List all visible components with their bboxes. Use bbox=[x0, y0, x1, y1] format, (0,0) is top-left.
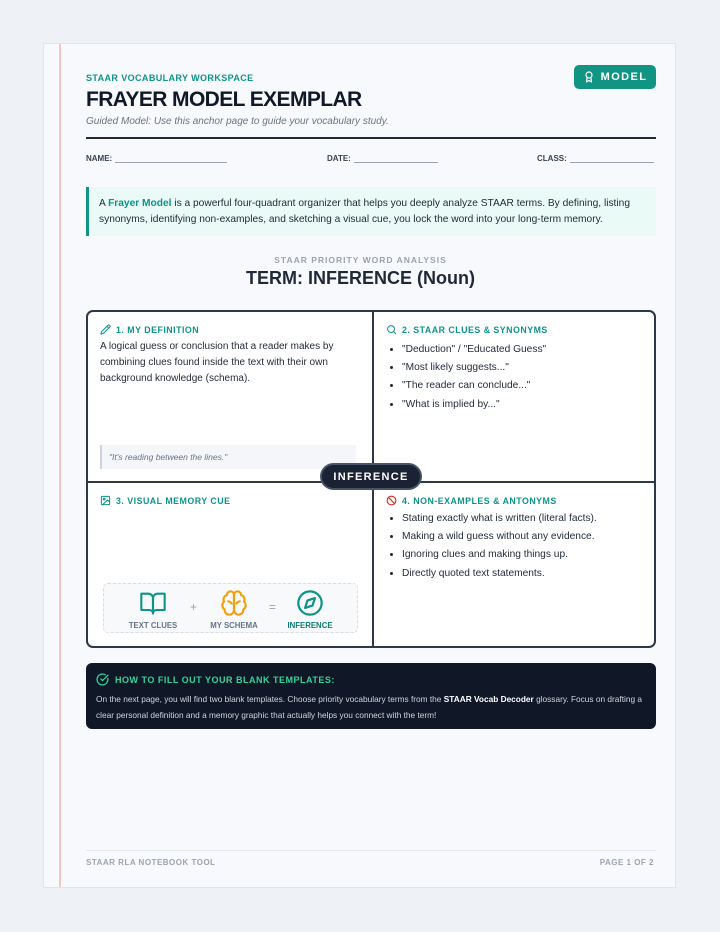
nonexample-item: • Directly quoted text statements. bbox=[402, 565, 644, 583]
equals-sign: = bbox=[269, 600, 277, 614]
brain-icon bbox=[220, 589, 248, 617]
notebook-page bbox=[43, 43, 676, 888]
plus-sign: + bbox=[190, 600, 198, 614]
howto-text-2: glossary. Focus on drafting a clear personal definition and a memory graphic that actually helps you connect with the term! bbox=[96, 694, 643, 720]
ban-icon bbox=[386, 495, 397, 506]
model-badge bbox=[574, 65, 656, 89]
definition-text: A logical guess or conclusion that a reader makes by combining clues found inside the text with their own background knowledge (schema). bbox=[100, 341, 334, 384]
nonexamples-heading bbox=[386, 495, 644, 506]
model-badge-label: MODEL bbox=[600, 71, 648, 83]
visual-heading-label: 3. VISUAL MEMORY CUE bbox=[116, 495, 231, 506]
page-title: FRAYER MODEL EXEMPLAR bbox=[86, 88, 362, 111]
cue-inference bbox=[275, 589, 345, 630]
cue-text-clues bbox=[118, 589, 188, 630]
name-line[interactable] bbox=[115, 154, 227, 163]
intro-highlight: Frayer Model bbox=[108, 198, 172, 209]
howto-body bbox=[96, 691, 646, 723]
clue-item: • "Most likely suggests..." bbox=[402, 359, 644, 377]
nonexample-item: • Making a wild guess without any evidence. bbox=[402, 528, 644, 546]
date-label: DATE: bbox=[327, 154, 351, 163]
clues-heading-label: 2. STAAR CLUES & SYNONYMS bbox=[402, 324, 548, 335]
intro-callout bbox=[86, 187, 656, 236]
clues-heading bbox=[386, 324, 644, 335]
cue-label-inference: INFERENCE bbox=[287, 621, 333, 630]
clue-item: • "Deduction" / "Educated Guess" bbox=[402, 341, 644, 359]
definition-heading bbox=[100, 324, 360, 335]
page-number: PAGE 1 OF 2 bbox=[599, 858, 654, 867]
image-icon bbox=[100, 495, 111, 506]
class-line[interactable] bbox=[570, 154, 654, 163]
search-icon bbox=[386, 324, 397, 335]
workspace-eyebrow: STAAR VOCABULARY WORKSPACE bbox=[86, 73, 254, 83]
footer-tool-name: STAAR RLA NOTEBOOK TOOL bbox=[86, 858, 216, 867]
cue-label-my-schema: MY SCHEMA bbox=[210, 621, 258, 630]
nonexample-item: • Stating exactly what is written (literal facts). bbox=[402, 510, 644, 528]
definition-quote: "It's reading between the lines." bbox=[100, 445, 356, 469]
header-rule bbox=[86, 137, 656, 139]
howto-text-1: On the next page, you will find two blank templates. Choose priority vocabulary terms from the bbox=[96, 694, 444, 704]
nonexamples-heading-label: 4. NON-EXAMPLES & ANTONYMS bbox=[402, 495, 557, 506]
nonexamples-list bbox=[386, 510, 644, 583]
nonexample-item: • Ignoring clues and making things up. bbox=[402, 546, 644, 564]
footer-divider bbox=[86, 850, 656, 851]
howto-heading bbox=[96, 673, 646, 686]
award-icon bbox=[583, 71, 595, 83]
name-field[interactable] bbox=[86, 154, 227, 163]
quadrant-clues bbox=[374, 312, 656, 481]
cue-my-schema bbox=[199, 589, 269, 630]
name-label: NAME: bbox=[86, 154, 113, 163]
analysis-eyebrow: STAAR PRIORITY WORD ANALYSIS bbox=[274, 255, 447, 265]
howto-glossary-name: STAAR Vocab Decoder bbox=[443, 694, 534, 704]
cue-label-text-clues: TEXT CLUES bbox=[128, 621, 178, 630]
date-field[interactable] bbox=[327, 154, 438, 163]
class-field[interactable] bbox=[537, 154, 654, 163]
quadrant-definition bbox=[88, 312, 372, 481]
intro-text: is a powerful four-quadrant organizer that helps you deeply analyze STAAR terms. By defining, listing synonyms, identifying non-examples, and sketching a visual cue, you lock the word into your long-term memory. bbox=[99, 198, 630, 225]
visual-heading bbox=[100, 495, 360, 506]
check-circle-icon bbox=[96, 673, 109, 686]
clue-item: • "What is implied by..." bbox=[402, 396, 644, 414]
margin-line bbox=[59, 44, 61, 887]
page-subtitle: Guided Model: Use this anchor page to guide your vocabulary study. bbox=[86, 116, 389, 127]
howto-heading-label: HOW TO FILL OUT YOUR BLANK TEMPLATES: bbox=[115, 674, 335, 685]
pencil-icon bbox=[100, 324, 111, 335]
clue-item: • "The reader can conclude..." bbox=[402, 377, 644, 395]
center-term-pill: INFERENCE bbox=[320, 463, 422, 490]
howto-panel bbox=[86, 663, 656, 729]
definition-heading-label: 1. MY DEFINITION bbox=[116, 324, 200, 335]
term-title: TERM: INFERENCE (Noun) bbox=[246, 268, 475, 288]
clues-list bbox=[386, 341, 644, 414]
date-line[interactable] bbox=[354, 154, 438, 163]
visual-cue-equation bbox=[103, 583, 358, 633]
quadrant-nonexamples bbox=[374, 483, 656, 648]
quadrant-visual bbox=[88, 483, 372, 648]
class-label: CLASS: bbox=[537, 154, 567, 163]
compass-icon bbox=[296, 589, 324, 617]
intro-lead: A bbox=[99, 198, 109, 209]
book-open-icon bbox=[139, 589, 167, 617]
